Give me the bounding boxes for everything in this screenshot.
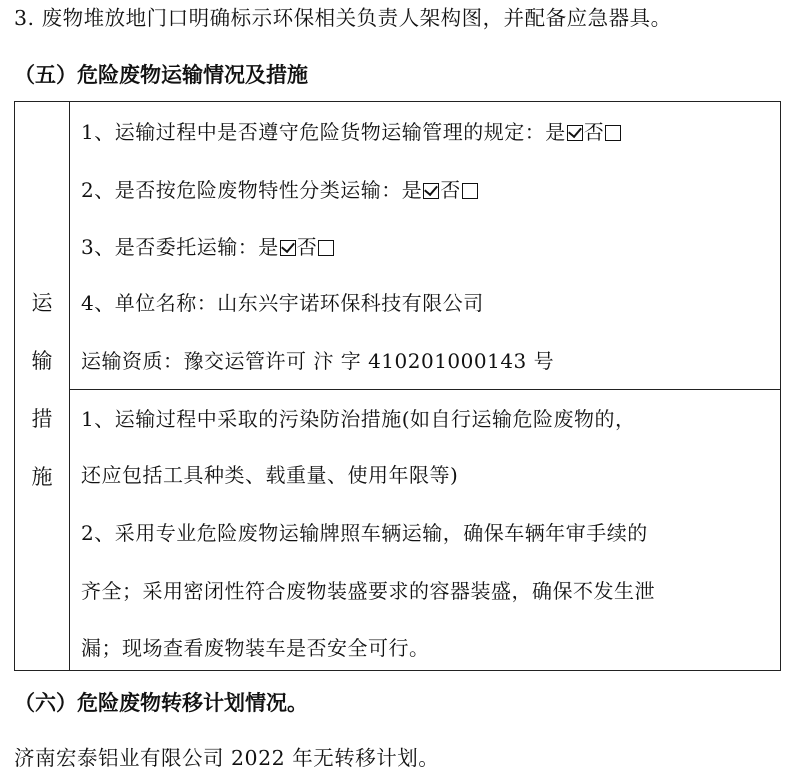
no-label: 否	[296, 235, 318, 259]
section6-heading: （六）危险废物转移计划情况。	[14, 691, 308, 715]
table-column-divider	[69, 102, 70, 670]
transport-table	[14, 101, 781, 671]
measure-2-line-1: 2、采用专业危险废物运输牌照车辆运输，确保车辆年审手续的	[81, 521, 648, 545]
question-3-text: 3、是否委托运输：	[81, 235, 259, 259]
empty-box-icon[interactable]	[605, 125, 621, 141]
yes-label: 是	[401, 178, 423, 202]
row-label-char: 措	[31, 407, 53, 431]
no-label: 否	[583, 120, 605, 144]
row-label-char: 运	[31, 291, 53, 315]
table-row-divider	[69, 389, 780, 390]
question-2	[81, 177, 479, 203]
measure-2-line-3: 漏；现场查看废物装车是否安全可行。	[81, 636, 430, 660]
intro-line: 3. 废物堆放地门口明确标示环保相关负责人架构图，并配备应急器具。	[14, 6, 672, 30]
company-name: 4、单位名称：山东兴宇诺环保科技有限公司	[81, 291, 484, 315]
question-2-text: 2、是否按危险废物特性分类运输：	[81, 178, 402, 202]
question-1-text: 1、运输过程中是否遵守危险货物运输管理的规定：	[81, 120, 546, 144]
no-label: 否	[440, 178, 461, 202]
transport-license: 运输资质：豫交运管许可 汴 字 410201000143 号	[81, 349, 555, 373]
empty-box-icon[interactable]	[462, 183, 478, 199]
measure-1-line-2: 还应包括工具种类、载重量、使用年限等)	[81, 463, 459, 487]
yes-label: 是	[545, 120, 566, 144]
question-3	[81, 234, 335, 260]
row-label-char: 施	[31, 465, 53, 489]
checked-box-icon[interactable]	[423, 183, 439, 199]
question-1	[81, 119, 622, 145]
measure-1-line-1: 1、运输过程中采取的污染防治措施(如自行运输危险废物的，	[81, 407, 636, 431]
section5-heading: （五）危险废物运输情况及措施	[14, 63, 308, 87]
row-label-char: 输	[31, 349, 53, 373]
checked-box-icon[interactable]	[280, 240, 296, 256]
empty-box-icon[interactable]	[318, 240, 334, 256]
measure-2-line-2: 齐全；采用密闭性符合废物装盛要求的容器装盛，确保不发生泄	[81, 579, 655, 603]
yes-label: 是	[258, 235, 279, 259]
closing-line: 济南宏泰铝业有限公司 2022 年无转移计划。	[14, 746, 440, 770]
checked-box-icon[interactable]	[567, 125, 583, 141]
